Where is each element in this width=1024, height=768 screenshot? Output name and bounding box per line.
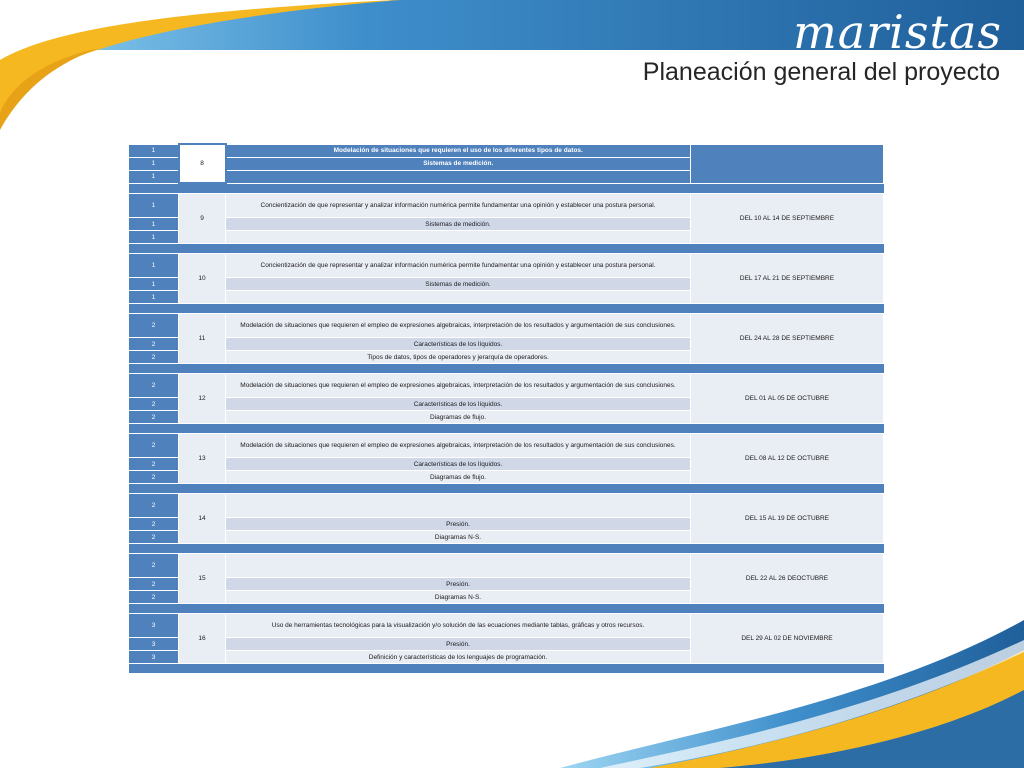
topic-cell <box>226 554 691 578</box>
topic-cell: Sistemas de medición. <box>226 218 691 231</box>
topic-cell: Sistemas de medición. <box>226 157 691 170</box>
date-range-cell: DEL 22 AL 26 DEOCTUBRE <box>691 554 884 604</box>
unit-number-cell: 1 <box>129 144 179 157</box>
date-range-cell: DEL 10 AL 14 DE SEPTIEMBRE <box>691 194 884 244</box>
topic-cell: Presión. <box>226 578 691 591</box>
week-separator-row <box>129 664 884 674</box>
topic-cell <box>226 494 691 518</box>
unit-number-cell: 2 <box>129 398 179 411</box>
week-separator-row <box>129 544 884 554</box>
table-row <box>129 194 884 218</box>
week-separator-row <box>129 604 884 614</box>
week-separator-row <box>129 183 884 194</box>
week-separator-row <box>129 484 884 494</box>
topic-cell <box>226 231 691 244</box>
week-separator-bar <box>129 484 884 494</box>
unit-number-cell: 2 <box>129 471 179 484</box>
unit-number-cell: 2 <box>129 411 179 424</box>
topic-cell: Modelación de situaciones que requieren el empleo de expresiones algebraicas, interpretación de los resultados y argumentación de sus conclusiones. <box>226 374 691 398</box>
unit-number-cell: 1 <box>129 254 179 278</box>
date-range-cell: DEL 24 AL 28 DE SEPTIEMBRE <box>691 314 884 364</box>
topic-cell: Diagramas N-S. <box>226 591 691 604</box>
table-row <box>129 254 884 278</box>
week-separator-bar <box>129 304 884 314</box>
topic-cell <box>226 291 691 304</box>
date-range-cell: DEL 29 AL 02 DE NOVIEMBRE <box>691 614 884 664</box>
table-row <box>129 494 884 518</box>
table-row <box>129 144 884 157</box>
topic-cell: Diagramas N-S. <box>226 531 691 544</box>
unit-number-cell: 1 <box>129 278 179 291</box>
table-row <box>129 554 884 578</box>
unit-number-cell: 1 <box>129 170 179 183</box>
unit-number-cell: 2 <box>129 578 179 591</box>
week-separator-row <box>129 244 884 254</box>
topic-cell: Presión. <box>226 518 691 531</box>
unit-number-cell: 2 <box>129 338 179 351</box>
topic-cell: Características de los líquidos. <box>226 398 691 411</box>
unit-number-cell: 1 <box>129 231 179 244</box>
topic-cell <box>226 170 691 183</box>
unit-number-cell: 1 <box>129 291 179 304</box>
unit-number-cell: 1 <box>129 194 179 218</box>
date-range-cell: DEL 15 AL 19 DE OCTUBRE <box>691 494 884 544</box>
unit-number-cell: 3 <box>129 638 179 651</box>
unit-number-cell: 3 <box>129 614 179 638</box>
topic-cell: Modelación de situaciones que requieren el uso de los diferentes tipos de datos. <box>226 144 691 157</box>
maristas-logo: maristas <box>793 5 1002 59</box>
week-separator-bar <box>129 244 884 254</box>
unit-number-cell: 2 <box>129 591 179 604</box>
unit-number-cell: 2 <box>129 434 179 458</box>
topic-cell: Modelación de situaciones que requieren el empleo de expresiones algebraicas, interpretación de los resultados y argumentación de sus conclusiones. <box>226 314 691 338</box>
unit-number-cell: 2 <box>129 531 179 544</box>
topic-cell: Diagramas de flujo. <box>226 471 691 484</box>
topic-cell: Sistemas de medición. <box>226 278 691 291</box>
unit-number-cell: 1 <box>129 218 179 231</box>
topic-cell: Concientización de que representar y analizar información numérica permite fundamentar una opinión y establecer una postura personal. <box>226 254 691 278</box>
topic-cell: Concientización de que representar y analizar información numérica permite fundamentar una opinión y establecer una postura personal. <box>226 194 691 218</box>
topic-cell: Tipos de datos, tipos de operadores y jerarquía de operadores. <box>226 351 691 364</box>
unit-number-cell: 2 <box>129 554 179 578</box>
week-separator-bar <box>129 544 884 554</box>
unit-number-cell: 2 <box>129 374 179 398</box>
topic-cell: Diagramas de flujo. <box>226 411 691 424</box>
week-separator-row <box>129 364 884 374</box>
unit-number-cell: 2 <box>129 518 179 531</box>
week-number-cell: 10 <box>179 254 226 304</box>
unit-number-cell: 3 <box>129 651 179 664</box>
week-separator-bar <box>129 664 884 674</box>
unit-number-cell: 1 <box>129 157 179 170</box>
week-separator-bar <box>129 604 884 614</box>
topic-cell: Presión. <box>226 638 691 651</box>
topic-cell: Características de los líquidos. <box>226 458 691 471</box>
topic-cell: Características de los líquidos. <box>226 338 691 351</box>
table-row <box>129 314 884 338</box>
schedule-table <box>128 143 884 674</box>
week-number-cell: 12 <box>179 374 226 424</box>
week-number-cell: 13 <box>179 434 226 484</box>
week-number-cell: 15 <box>179 554 226 604</box>
week-separator-bar <box>129 364 884 374</box>
week-separator-row <box>129 424 884 434</box>
week-separator-bar <box>129 424 884 434</box>
page-title: Planeación general del proyecto <box>642 58 1000 86</box>
unit-number-cell: 2 <box>129 314 179 338</box>
week-number-cell: 8 <box>179 144 226 183</box>
week-number-cell: 11 <box>179 314 226 364</box>
table-row <box>129 374 884 398</box>
date-range-cell: DEL 08 AL 12 DE OCTUBRE <box>691 434 884 484</box>
date-range-cell: DEL 17 AL 21 DE SEPTIEMBRE <box>691 254 884 304</box>
unit-number-cell: 2 <box>129 494 179 518</box>
topic-cell: Definición y características de los lenguajes de programación. <box>226 651 691 664</box>
week-number-cell: 9 <box>179 194 226 244</box>
table-row <box>129 434 884 458</box>
week-separator-bar <box>129 183 884 194</box>
date-range-cell: DEL 01 AL 05 DE OCTUBRE <box>691 374 884 424</box>
week-number-cell: 16 <box>179 614 226 664</box>
topic-cell: Uso de herramientas tecnológicas para la visualización y/o solución de las ecuaciones mediante tablas, gráficas y otros recursos. <box>226 614 691 638</box>
unit-number-cell: 2 <box>129 351 179 364</box>
unit-number-cell: 2 <box>129 458 179 471</box>
week-separator-row <box>129 304 884 314</box>
date-range-cell <box>691 144 884 183</box>
table-row <box>129 614 884 638</box>
topic-cell: Modelación de situaciones que requieren el empleo de expresiones algebraicas, interpretación de los resultados y argumentación de sus conclusiones. <box>226 434 691 458</box>
week-number-cell: 14 <box>179 494 226 544</box>
